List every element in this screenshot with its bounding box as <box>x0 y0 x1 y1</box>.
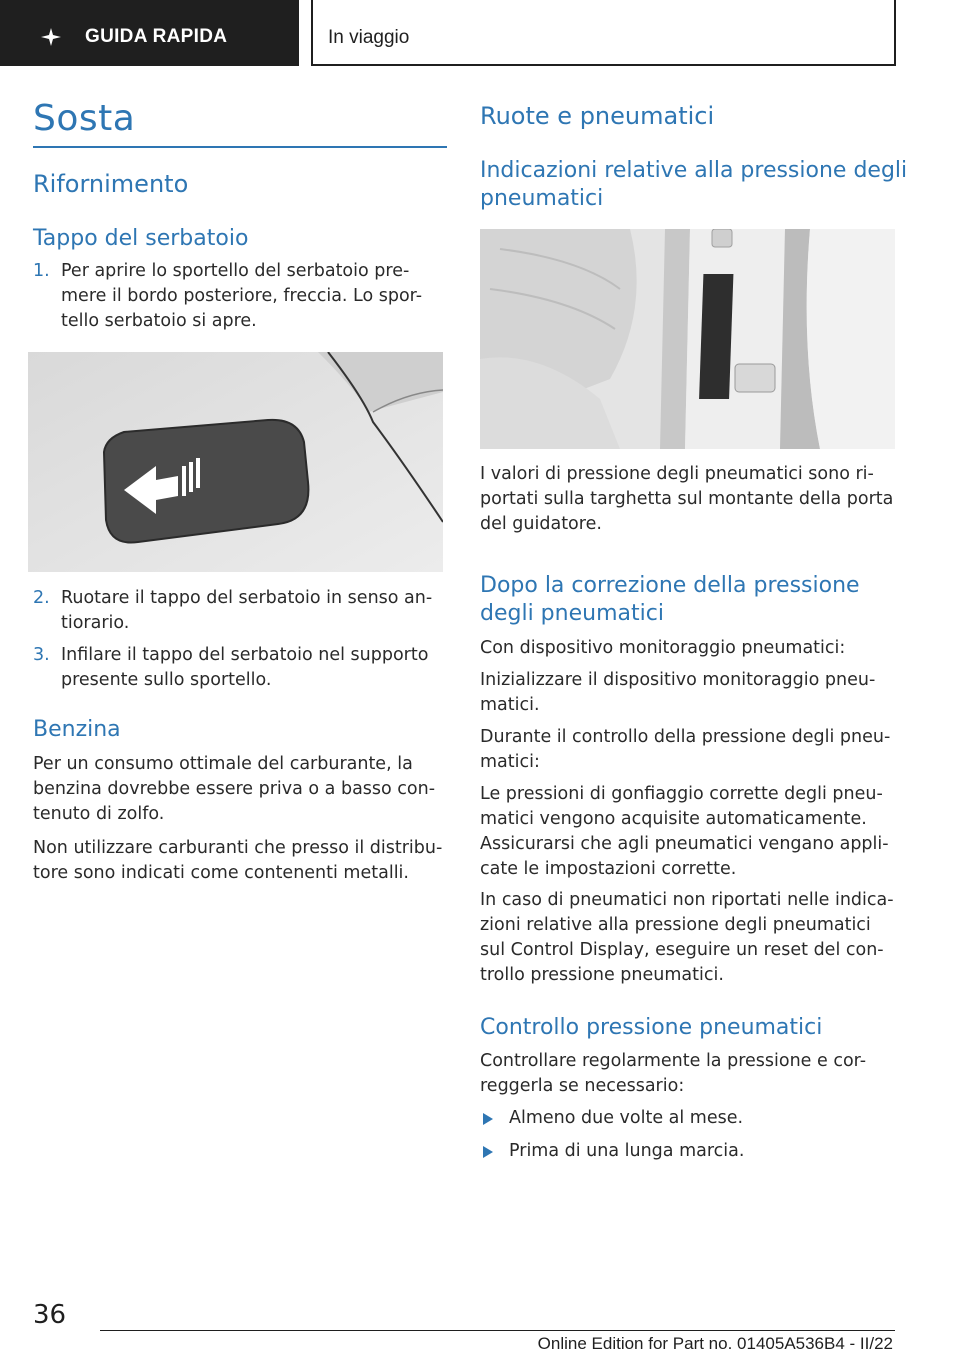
step-number: 2. <box>33 588 50 608</box>
step-2-text: Ruotare il tappo del serbatoio in senso an- tiorario. <box>61 588 433 633</box>
heading-benzina: Benzina <box>33 717 121 742</box>
fuel-cap-illustration <box>28 352 443 572</box>
step-1-text: Per aprire lo sportello del serbatoio pre- mere il bordo posteriore, freccia. Lo spor- tello serbatoio si apre. <box>61 261 423 331</box>
fuel-cap-drawing <box>28 352 443 572</box>
title-divider <box>33 146 447 148</box>
bullet-triangle-icon <box>483 1146 493 1158</box>
sparkle-icon <box>38 26 64 48</box>
dopo-paragraph-2: Inizializzare il dispositivo monitoraggio pneu- matici. <box>480 670 876 715</box>
heading-ruote-pneumatici: Ruote e pneumatici <box>480 102 715 130</box>
heading-dopo-correzione: Dopo la correzione della pressione degli pneumatici <box>480 573 860 626</box>
bullet-item: Prima di una lunga marcia. <box>509 1141 745 1161</box>
footer-edition: Online Edition for Part no. 01405A536B4 - II/22 <box>537 1334 893 1353</box>
indicazioni-paragraph: I valori di pressione degli pneumatici sono ri- portati sulla targhetta sul montante della porta del guidatore. <box>480 464 894 534</box>
dopo-paragraph-5: In caso di pneumatici non riportati nelle indica- zioni relative alla pressione degli pneumatici sul Control Display, eseguire un reset del con- trollo pressione pneumatici. <box>480 890 894 985</box>
door-pillar-illustration <box>480 229 895 449</box>
benzina-paragraph-2: Non utilizzare carburanti che presso il distribu- tore sono indicati come contenenti metalli. <box>33 838 443 883</box>
benzina-paragraph-1: Per un consumo ottimale del carburante, la benzina dovrebbe essere priva o a basso con- tenuto di zolfo. <box>33 754 436 824</box>
controllo-paragraph: Controllare regolarmente la pressione e cor- reggerla se necessario: <box>480 1051 867 1096</box>
dopo-paragraph-1: Con dispositivo monitoraggio pneumatici: <box>480 638 846 658</box>
heading-indicazioni: Indicazioni relative alla pressione degli pneumatici <box>480 158 908 211</box>
header-quick-guide-tab[interactable] <box>0 0 299 66</box>
step-number: 1. <box>33 261 50 281</box>
page-title: Sosta <box>33 98 136 139</box>
step-number: 3. <box>33 645 50 665</box>
page-number: 36 <box>33 1300 67 1330</box>
header-section-tab[interactable] <box>311 0 896 66</box>
heading-tappo: Tappo del serbatoio <box>33 226 249 251</box>
step-3-text: Infilare il tappo del serbatoio nel supporto presente sullo sportello. <box>61 645 429 690</box>
door-pillar-drawing <box>480 229 895 449</box>
bullet-item: Almeno due volte al mese. <box>509 1108 744 1128</box>
heading-rifornimento: Rifornimento <box>33 170 189 198</box>
heading-controllo: Controllo pressione pneumatici <box>480 1015 823 1040</box>
bullet-triangle-icon <box>483 1113 493 1125</box>
dopo-paragraph-4: Le pressioni di gonfiaggio corrette degli pneu- matici vengono acquisite automaticamente. Assicurarsi che agli pneumatici vengano appli- cate le impostazioni corrette. <box>480 784 889 879</box>
dopo-paragraph-3: Durante il controllo della pressione degli pneu- matici: <box>480 727 891 772</box>
footer-divider <box>100 1330 895 1331</box>
header-title: GUIDA RAPIDA <box>85 26 228 47</box>
header-section-label: In viaggio <box>328 27 410 48</box>
